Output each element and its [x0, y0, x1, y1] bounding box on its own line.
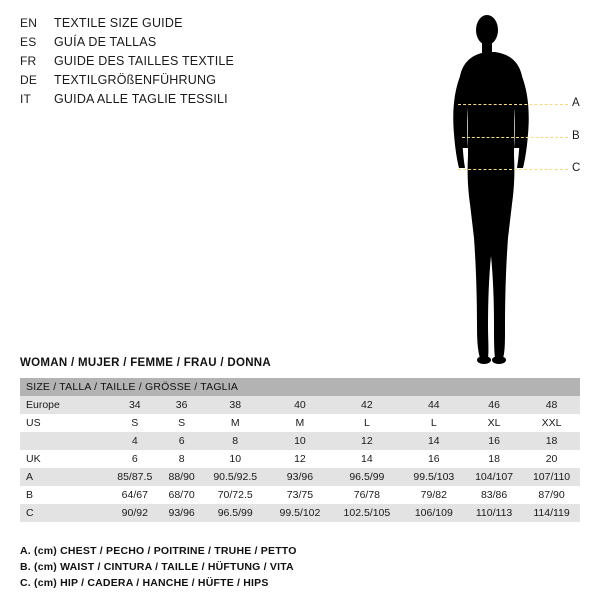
- cell: 8: [232, 435, 239, 447]
- row-label: UK: [26, 453, 41, 465]
- cell: 64/67: [121, 489, 148, 501]
- body-silhouette-icon: [420, 8, 590, 368]
- cell: 4: [131, 435, 138, 447]
- cell: L: [430, 417, 437, 429]
- row-label: B: [26, 489, 34, 501]
- cell: 16: [488, 435, 500, 447]
- cell: M: [230, 417, 240, 429]
- cell: XXL: [541, 417, 562, 429]
- marker-line-b: [462, 137, 568, 138]
- cell: 104/107: [475, 471, 514, 483]
- cell: 114/119: [533, 507, 570, 519]
- cell: 87/90: [538, 489, 565, 501]
- language-row: [20, 90, 350, 109]
- language-row: [20, 71, 350, 90]
- cell: 93/96: [168, 507, 195, 519]
- cell: 73/75: [286, 489, 314, 501]
- language-code: FR: [20, 54, 37, 68]
- cell: XL: [487, 417, 501, 429]
- cell: 34: [128, 399, 141, 411]
- cell: 110/113: [475, 507, 513, 519]
- language-code: IT: [20, 92, 32, 106]
- language-row: [20, 52, 350, 71]
- cell: 16: [427, 453, 440, 465]
- cell: 83/86: [480, 489, 508, 501]
- cell: 106/109: [414, 507, 453, 519]
- cell: 20: [545, 453, 558, 465]
- marker-line-c: [458, 169, 568, 170]
- table-header-label: SIZE / TALLA / TAILLE / GRÖSSE / TAGLIA: [26, 381, 239, 393]
- cell: 12: [361, 435, 373, 447]
- cell: 36: [175, 399, 188, 411]
- row-label: Europe: [26, 399, 60, 411]
- row-label: [20, 432, 108, 450]
- row-label: C: [26, 507, 34, 519]
- cell: 46: [488, 399, 500, 411]
- cell: 10: [229, 453, 242, 465]
- cell: 76/78: [353, 489, 381, 501]
- cell: 70/72.5: [217, 489, 253, 501]
- language-title: TEXTILGRÖßENFÜHRUNG: [54, 73, 217, 87]
- cell: 99.5/103: [413, 471, 455, 483]
- cell: 44: [427, 399, 440, 411]
- table-row: [20, 468, 580, 486]
- table-row: [20, 414, 580, 432]
- note-a: A. (cm) CHEST / PECHO / POITRINE / TRUHE / PETTO: [20, 545, 297, 557]
- marker-label-b: B: [572, 130, 580, 142]
- cell: 38: [229, 399, 242, 411]
- cell: 93/96: [286, 471, 314, 483]
- section-label-woman: WOMAN / MUJER / FEMME / FRAU / DONNA: [20, 357, 272, 369]
- cell: 48: [545, 399, 558, 411]
- language-title: GUÍA DE TALLAS: [54, 35, 157, 49]
- cell: L: [363, 417, 370, 429]
- language-title: TEXTILE SIZE GUIDE: [54, 16, 183, 30]
- cell: 90/92: [121, 507, 148, 519]
- language-title-block: [20, 14, 350, 109]
- cell: 96.5/99: [349, 471, 385, 483]
- table-header-row: [20, 378, 580, 396]
- female-body-figure: [420, 8, 590, 368]
- marker-label-c: C: [572, 162, 581, 174]
- language-row: [20, 14, 350, 33]
- cell: 107/110: [532, 471, 571, 483]
- cell: 99.5/102: [279, 507, 321, 519]
- cell: 102.5/105: [343, 507, 391, 519]
- table-row: [20, 396, 580, 414]
- table-row: [20, 432, 580, 450]
- marker-line-a: [458, 104, 568, 105]
- table-row: [20, 450, 580, 468]
- size-table: [20, 378, 580, 522]
- cell: 14: [427, 435, 440, 447]
- cell: 42: [361, 399, 373, 411]
- cell: S: [178, 417, 186, 429]
- language-code: DE: [20, 73, 38, 87]
- cell: 68/70: [168, 489, 195, 501]
- row-label: US: [26, 417, 41, 429]
- cell: 8: [178, 453, 185, 465]
- cell: 6: [178, 435, 185, 447]
- cell: 10: [294, 435, 306, 447]
- language-code: EN: [20, 16, 38, 30]
- cell: 18: [545, 435, 558, 447]
- cell: 88/90: [168, 471, 195, 483]
- table-row: [20, 504, 580, 522]
- marker-label-a: A: [572, 97, 580, 109]
- size-table-wrapper: [20, 378, 580, 522]
- cell: 79/82: [420, 489, 447, 501]
- cell: 96.5/99: [217, 507, 253, 519]
- cell: 18: [488, 453, 500, 465]
- cell: M: [295, 417, 305, 429]
- cell: 12: [294, 453, 306, 465]
- cell: 85/87.5: [117, 471, 153, 483]
- language-row: [20, 33, 350, 52]
- cell: 90.5/92.5: [213, 471, 258, 483]
- cell: 6: [131, 453, 138, 465]
- language-title: GUIDA ALLE TAGLIE TESSILI: [54, 92, 228, 106]
- cell: S: [131, 417, 139, 429]
- note-b: B. (cm) WAIST / CINTURA / TAILLE / HÜFTUNG / VITA: [20, 561, 294, 573]
- measurement-notes: [20, 543, 440, 591]
- language-code: ES: [20, 35, 37, 49]
- cell: 14: [361, 453, 373, 465]
- row-label: A: [26, 471, 34, 483]
- cell: 40: [294, 399, 306, 411]
- note-c: C. (cm) HIP / CADERA / HANCHE / HÜFTE / HIPS: [20, 577, 269, 589]
- language-title: GUIDE DES TAILLES TEXTILE: [54, 54, 235, 68]
- table-row: [20, 486, 580, 504]
